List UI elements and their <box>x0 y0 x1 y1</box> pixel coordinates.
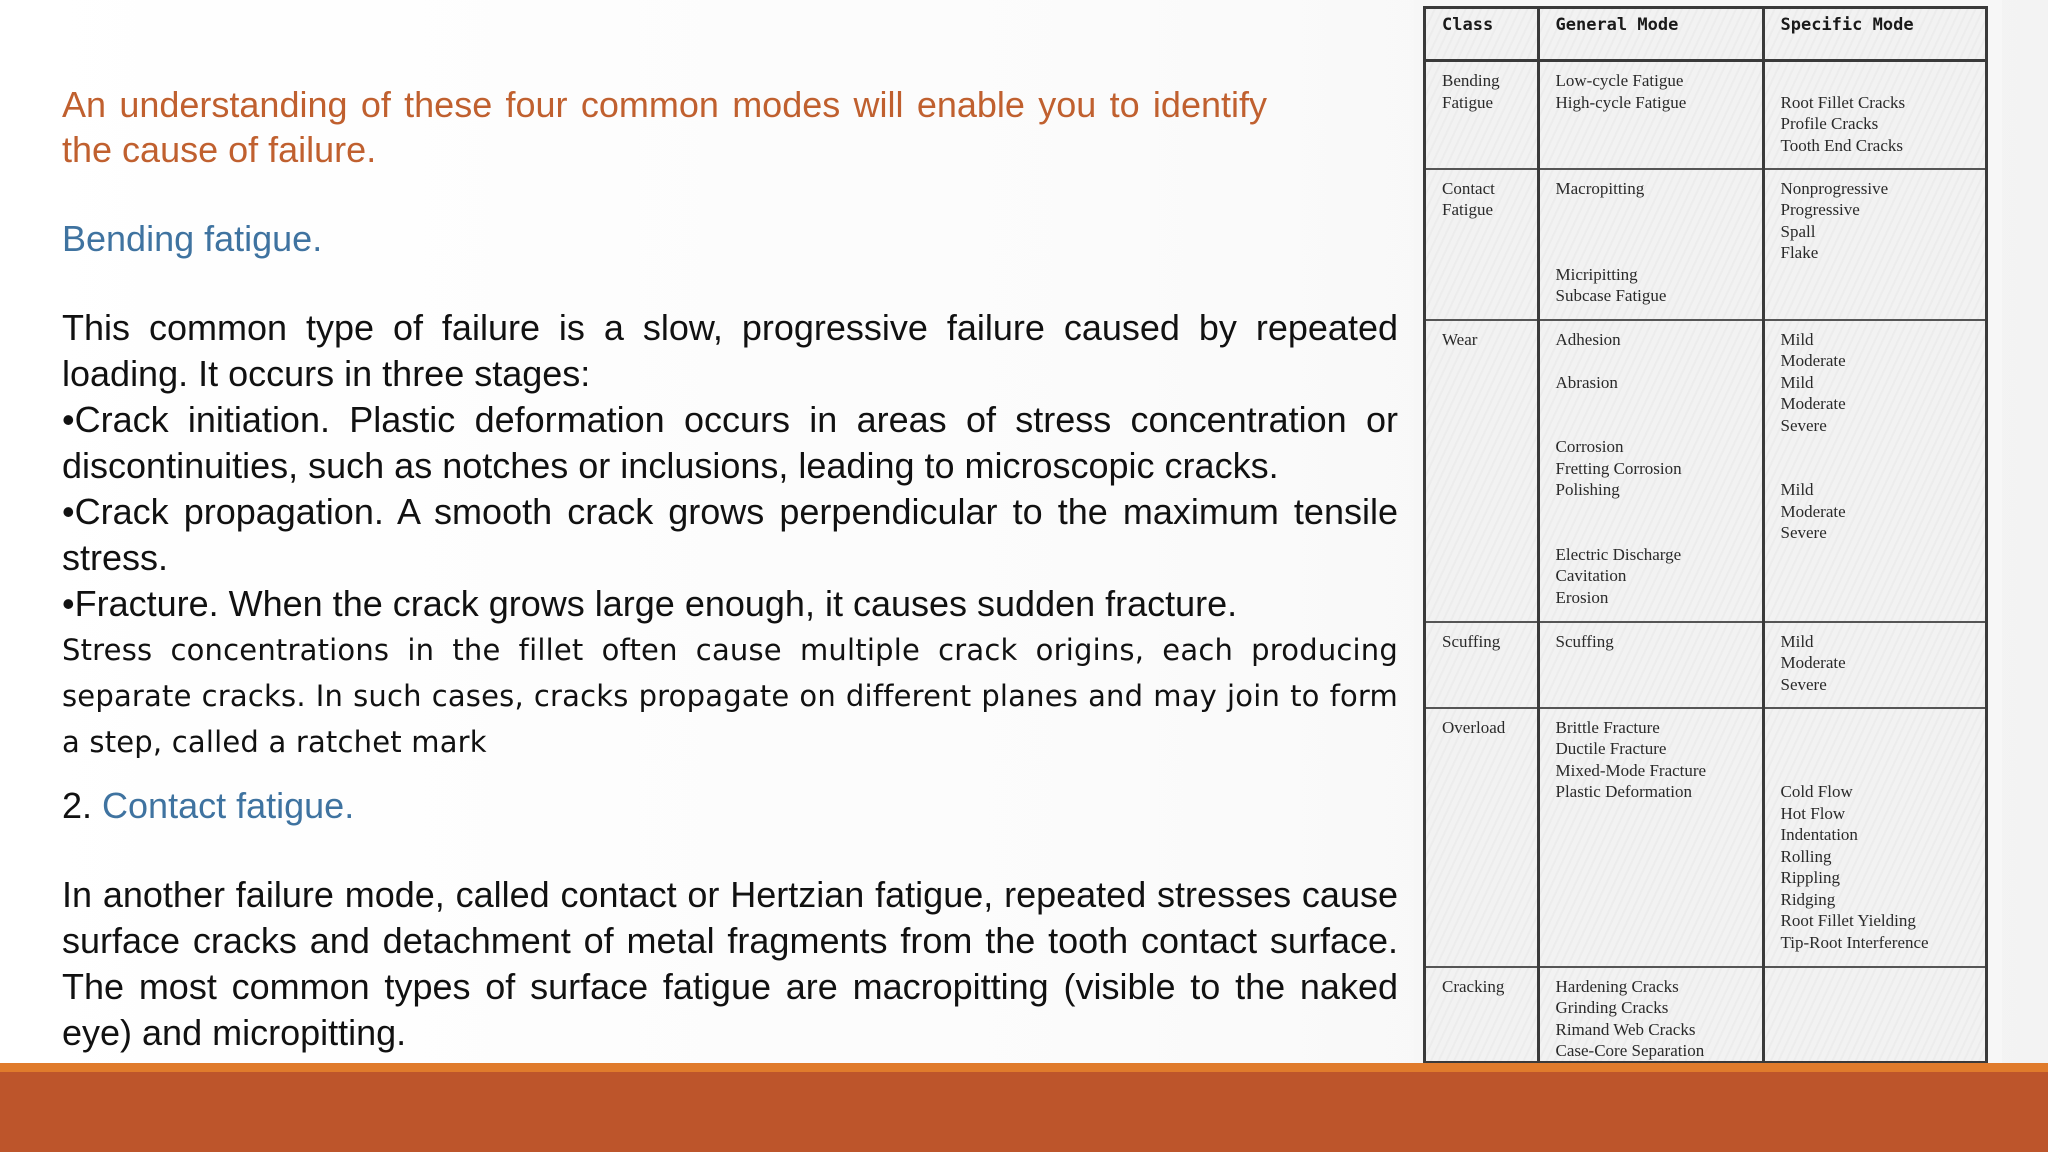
cell-text: Mixed-Mode Fracture <box>1555 760 1707 780</box>
cell-text: Macropitting <box>1555 178 1645 198</box>
class-cell <box>1426 169 1538 320</box>
cell-text <box>1556 522 1756 544</box>
specific-mode-cell <box>1763 708 1985 967</box>
cell-text: Corrosion <box>1555 437 1624 456</box>
cell-text: Abrasion <box>1555 372 1618 392</box>
cell-text: Cracking <box>1442 976 1505 996</box>
cell-text: Hot Flow <box>1780 803 1846 823</box>
class-cell <box>1426 708 1538 967</box>
header-general-mode: General Mode <box>1538 9 1763 61</box>
general-mode-cell <box>1538 61 1763 169</box>
contact-fatigue-title: Contact fatigue. <box>102 785 355 826</box>
cell-text: Brittle Fracture <box>1555 717 1660 737</box>
general-mode-cell <box>1538 320 1763 622</box>
bending-fatigue-body: This common type of failure is a slow, progressive failure caused by repeated loading. It occurs in three stages: <box>62 307 1398 394</box>
cell-text: Micripitting <box>1555 264 1638 284</box>
footer-accent-stripe <box>0 1063 2048 1072</box>
cell-text <box>1556 199 1756 221</box>
general-mode-cell <box>1538 169 1763 320</box>
cell-text: Tip-Root Interference <box>1780 932 1929 952</box>
table-row <box>1426 320 1985 622</box>
specific-mode-cell <box>1763 967 1985 1075</box>
header-specific-mode: Specific Mode <box>1763 9 1985 61</box>
cell-text <box>1556 242 1756 264</box>
table-row <box>1426 622 1985 708</box>
cell-text: Moderate <box>1780 653 1846 672</box>
cell-text: Mild <box>1780 480 1814 499</box>
header-class: Class <box>1426 9 1538 61</box>
cell-text: Fatigue <box>1442 92 1493 112</box>
cell-text <box>1781 717 1980 739</box>
cell-text: Indentation <box>1780 825 1858 844</box>
class-cell <box>1426 61 1538 169</box>
class-cell <box>1426 967 1538 1075</box>
cell-text: Low-cycle Fatigue <box>1555 71 1684 90</box>
table-row <box>1426 169 1985 320</box>
contact-fatigue-body: In another failure mode, called contact or Hertzian fatigue, repeated stresses cause surface cracks and detachment of metal fragments from the tooth contact surface. The most common types of surface fatigue are macropitting (visible to the naked eye) and micropitting. <box>62 874 1398 1053</box>
gear-failure-table <box>1423 6 1988 1064</box>
cell-text: Subcase Fatigue <box>1555 286 1667 305</box>
cell-text: Adhesion <box>1555 329 1621 349</box>
general-mode-cell <box>1538 967 1763 1075</box>
cell-text: Ductile Fracture <box>1555 739 1667 758</box>
general-mode-cell <box>1538 622 1763 708</box>
cell-text: Polishing <box>1555 480 1620 499</box>
cell-text <box>1556 393 1756 415</box>
cell-text: Rolling <box>1780 846 1832 866</box>
intro-text: An understanding of these four common modes will enable you to identify the cause of failure. <box>62 84 1267 170</box>
cell-text: Scuffing <box>1442 631 1501 651</box>
cell-text: Root Fillet Cracks <box>1780 92 1906 112</box>
cell-text: Profile Cracks <box>1780 114 1879 133</box>
table-header-row <box>1426 9 1985 61</box>
cell-text: Root Fillet Yielding <box>1780 911 1916 930</box>
cell-text: Contact <box>1442 178 1495 198</box>
general-mode-cell <box>1538 708 1763 967</box>
cell-text: Fretting Corrosion <box>1555 458 1682 478</box>
cell-text: Case-Core Separation <box>1555 1041 1705 1060</box>
cell-text <box>1556 501 1756 523</box>
cell-text <box>1781 70 1980 92</box>
cell-text: Spall <box>1780 221 1816 241</box>
class-cell <box>1426 320 1538 622</box>
specific-mode-cell <box>1763 169 1985 320</box>
cell-text: Severe <box>1780 523 1827 542</box>
cell-text: Ridging <box>1780 889 1836 909</box>
bending-fatigue-heading: Bending fatigue. <box>62 218 323 259</box>
cell-text: Rimand Web Cracks <box>1555 1019 1696 1039</box>
cell-text: Electric Discharge <box>1555 544 1682 564</box>
cell-text: Flake <box>1780 243 1819 262</box>
bullet-crack-propagation: •Crack propagation. A smooth crack grows perpendicular to the maximum tensile stress. <box>62 491 1398 578</box>
cell-text <box>1556 350 1756 372</box>
gear-failure-grid <box>1426 9 1985 1075</box>
specific-mode-cell <box>1763 622 1985 708</box>
cell-text: High-cycle Fatigue <box>1555 92 1687 112</box>
contact-fatigue-number: 2. <box>62 785 103 826</box>
cell-text <box>1781 738 1980 760</box>
bullet-fracture: •Fracture. When the crack grows large enough, it causes sudden fracture. <box>62 583 1238 624</box>
cell-text: Mild <box>1780 372 1814 392</box>
table-row <box>1426 967 1985 1075</box>
cell-text <box>1781 760 1980 782</box>
specific-mode-cell <box>1763 61 1985 169</box>
class-cell <box>1426 622 1538 708</box>
cell-text: Severe <box>1780 674 1827 694</box>
cell-text: Mild <box>1780 329 1814 349</box>
cell-text: Rippling <box>1780 868 1841 887</box>
cell-text: Mild <box>1780 631 1814 651</box>
cell-text: Bending <box>1442 71 1500 90</box>
cell-text: Grinding Cracks <box>1555 998 1669 1017</box>
cell-text <box>1781 458 1980 480</box>
cell-text: Tooth End Cracks <box>1780 135 1904 155</box>
table-row <box>1426 61 1985 169</box>
cell-text: Severe <box>1780 415 1827 435</box>
cell-text: Progressive <box>1780 200 1860 219</box>
contact-fatigue-heading <box>62 783 1398 828</box>
cell-text: Moderate <box>1780 351 1846 370</box>
cell-text: Erosion <box>1555 587 1609 607</box>
table-row <box>1426 708 1985 967</box>
specific-mode-cell <box>1763 320 1985 622</box>
slide-text-column <box>62 82 1398 1056</box>
cell-text: Wear <box>1442 329 1478 349</box>
cell-text <box>1556 415 1756 437</box>
footer-band <box>0 1072 2048 1152</box>
bullet-crack-initiation: •Crack initiation. Plastic deformation occurs in areas of stress concentration or discontinuities, such as notches or inclusions, leading to microscopic cracks. <box>62 399 1398 486</box>
cell-text: Nonprogressive <box>1780 178 1889 198</box>
stress-concentration-note: Stress concentrations in the fillet often cause multiple crack origins, each producing separate cracks. In such cases, cracks propagate on different planes and may join to form a step, called a ratchet mark <box>62 633 1398 759</box>
cell-text: Scuffing <box>1555 631 1614 651</box>
cell-text: Cavitation <box>1555 566 1627 585</box>
cell-text: Hardening Cracks <box>1555 976 1679 996</box>
cell-text <box>1556 221 1756 243</box>
cell-text: Moderate <box>1780 501 1846 521</box>
cell-text: Plastic Deformation <box>1555 782 1692 801</box>
cell-text: Moderate <box>1780 394 1846 413</box>
cell-text: Cold Flow <box>1780 782 1853 801</box>
cell-text <box>1781 436 1980 458</box>
cell-text: Fatigue <box>1442 200 1493 219</box>
cell-text: Overload <box>1442 717 1506 737</box>
